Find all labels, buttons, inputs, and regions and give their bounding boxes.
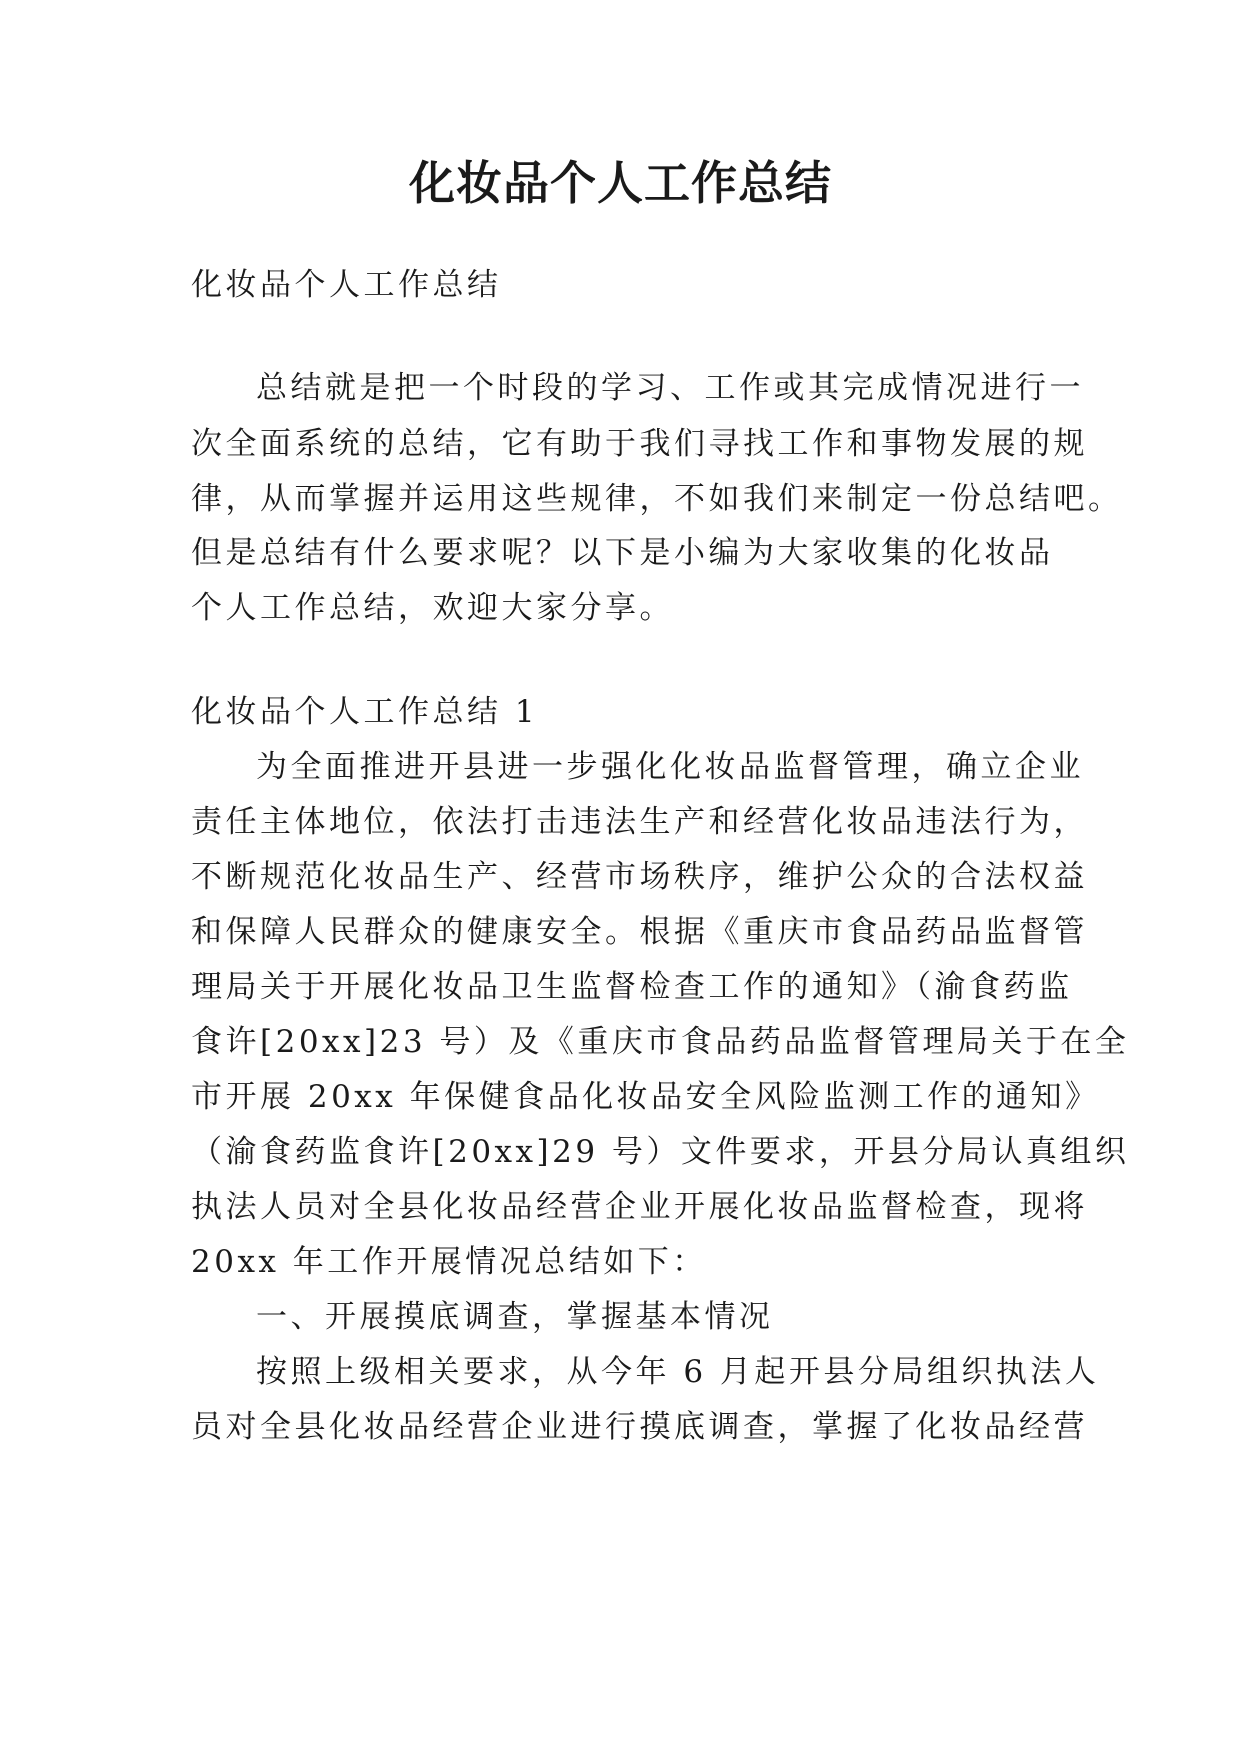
body-line: （渝食药监食许[20xx]29 号）文件要求，开县分局认真组织 — [191, 1134, 1130, 1170]
intro-line: 个人工作总结，欢迎大家分享。 — [191, 590, 674, 626]
closing-line: 员对全县化妆品经营企业进行摸底调查，掌握了化妆品经营 — [191, 1409, 1088, 1445]
intro-line: 但是总结有什么要求呢？以下是小编为大家收集的化妆品 — [191, 535, 1054, 571]
body-line: 和保障人民群众的健康安全。根据《重庆市食品药品监督管 — [191, 914, 1088, 950]
intro-line: 律，从而掌握并运用这些规律，不如我们来制定一份总结吧。 — [191, 481, 1123, 517]
body-line: 20xx 年工作开展情况总结如下： — [191, 1244, 707, 1280]
body-line: 食许[20xx]23 号）及《重庆市食品药品监督管理局关于在全 — [191, 1024, 1130, 1060]
sub-heading: 一、开展摸底调查，掌握基本情况 — [256, 1299, 774, 1335]
body-line: 理局关于开展化妆品卫生监督检查工作的通知》（渝食药监 — [191, 969, 1073, 1005]
closing-line: 按照上级相关要求，从今年 6 月起开县分局组织执法人 — [256, 1354, 1100, 1390]
document-title: 化妆品个人工作总结 — [409, 156, 832, 210]
body-line: 为全面推进开县进一步强化化妆品监督管理，确立企业 — [256, 749, 1084, 785]
intro-line: 次全面系统的总结，它有助于我们寻找工作和事物发展的规 — [191, 426, 1088, 462]
body-line: 不断规范化妆品生产、经营市场秩序，维护公众的合法权益 — [191, 859, 1088, 895]
section-heading: 化妆品个人工作总结 1 — [191, 694, 539, 730]
intro-line: 总结就是把一个时段的学习、工作或其完成情况进行一 — [256, 370, 1084, 406]
body-line: 执法人员对全县化妆品经营企业开展化妆品监督检查，现将 — [191, 1189, 1088, 1225]
body-line: 责任主体地位，依法打击违法生产和经营化妆品违法行为， — [191, 804, 1088, 840]
document-subtitle: 化妆品个人工作总结 — [191, 267, 502, 303]
body-line: 市开展 20xx 年保健食品化妆品安全风险监测工作的通知》 — [191, 1079, 1100, 1115]
